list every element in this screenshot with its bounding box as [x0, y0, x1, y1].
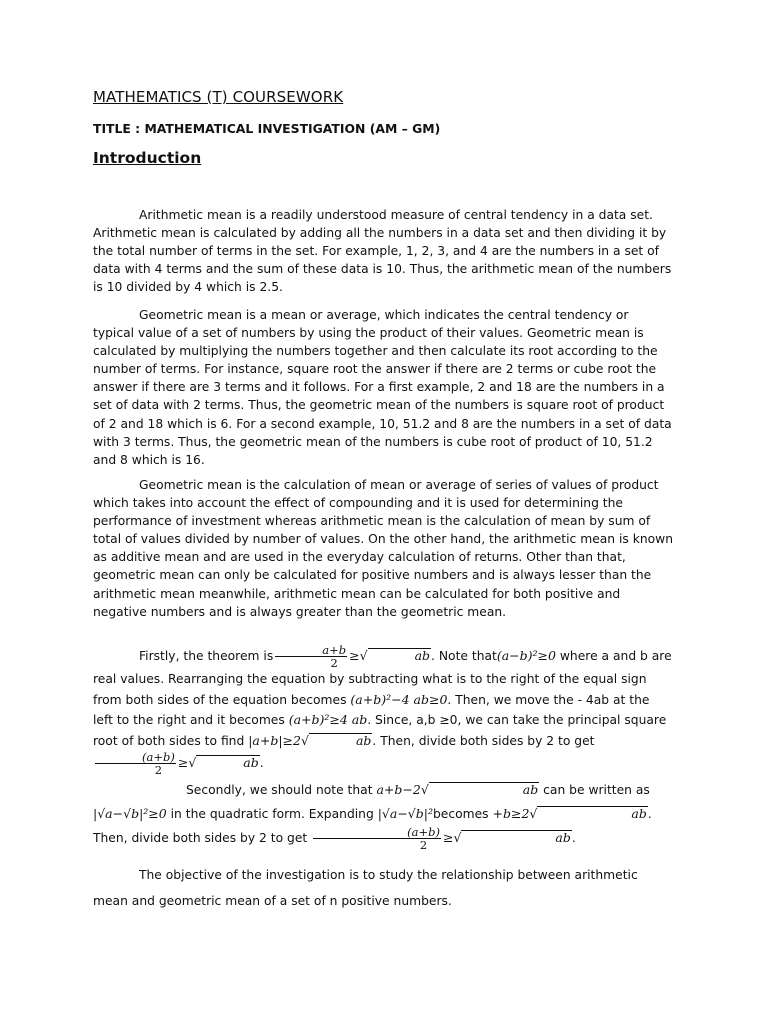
geq-symbol: ≥: [442, 830, 454, 845]
text: . Then, divide both sides by 2 to get: [372, 733, 595, 748]
sqrt-radicand: ab: [461, 830, 571, 844]
text: .: [259, 756, 264, 770]
document-title: TITLE : MATHEMATICAL INVESTIGATION (AM – GM): [93, 121, 441, 136]
math-expression: (a+b)²≥4 ab: [288, 712, 368, 727]
text: . Since, a,b ≥0, we can take the principal square root of both sides to find: [93, 713, 667, 748]
text: can be written as: [539, 783, 650, 797]
text: . Then, divide both sides by 2 to get: [93, 807, 652, 845]
geq-symbol: ≥: [349, 648, 360, 663]
text: Firstly, the theorem is: [139, 649, 274, 663]
math-expression: ≥√ ab: [349, 648, 431, 663]
text: in the quadratic form. Expanding: [166, 807, 378, 821]
math-fraction: [313, 826, 441, 851]
paragraph-objective: The objective of the investigation is to study the relationship between arithmetic mean and geometric mean of a set of n positive numbers.: [93, 868, 638, 908]
text: becomes: [432, 807, 493, 821]
expression-part: a+b−2: [376, 782, 421, 797]
geq-symbol: ≥: [177, 755, 189, 770]
text: . Then, we move the - 4ab at the left to the right and it becomes: [93, 692, 650, 727]
paragraph-geometric-mean: Geometric mean is a mean or average, which indicates the central tendency or typical value of a set of numbers by using the product of their values. Geometric mean is calculated by multiplying the numbers together and then calculate its root according to the number of terms. For instance, square root the answer if there are 2 terms or cube root the answer if there are 3 terms and it follows. For a first example, 2 and 18 are the numbers in a set of data with 2 terms. Thus, the geometric mean of the numbers is square root of product of 2 and 18 which is 6. For a second example, 10, 51.2 and 8 are the numbers in a set of data with 3 terms. Thus, the geometric mean of the numbers is cube root of product of 10, 51.2 and 8 which is 16.: [93, 308, 672, 467]
math-expression: a+b−2√ ab: [376, 782, 539, 797]
text: .: [571, 831, 576, 845]
math-fraction: [275, 644, 347, 669]
paragraph-proof-second: [93, 778, 673, 851]
text: where a and b are real values. Rearranging the equation by subtracting what is to the right of the equal sign from both sides of the equation becomes: [93, 649, 672, 707]
math-expression: ≥√ ab: [442, 830, 571, 845]
sqrt-radicand: ab: [537, 806, 647, 820]
math-expression: |a+b|≥2√ ab: [248, 732, 372, 748]
section-heading: Introduction: [93, 149, 202, 167]
math-expression: (a−b)²≥0: [496, 648, 556, 663]
sqrt-radicand: ab: [368, 648, 431, 662]
text: . Note that: [431, 649, 497, 663]
sqrt-radicand: ab: [309, 733, 372, 747]
fraction-denominator: 2: [154, 763, 163, 777]
math-fraction: [95, 751, 176, 776]
math-expression: |√a−√b|²: [377, 806, 433, 821]
fraction-denominator: 2: [419, 838, 428, 852]
sqrt-radicand: ab: [196, 755, 259, 769]
abs-expression: |a+b|≥2: [248, 732, 301, 748]
fraction-numerator: (a+b): [313, 826, 441, 839]
fraction-numerator: a+b: [275, 644, 347, 657]
math-expression: +b≥2√ ab: [492, 806, 647, 821]
expression-part: +b≥2: [492, 806, 530, 821]
paragraph-proof-first: [93, 644, 673, 776]
sqrt-radicand: ab: [429, 782, 539, 796]
fraction-denominator: 2: [330, 656, 338, 670]
paragraph-comparison: Geometric mean is the calculation of mean or average of series of values of product which takes into account the effect of compounding and it is used for determining the performance of investment whereas arithmetic mean is the calculation of mean by sum of total of values divided by number of values. On the other hand, the arithmetic mean is known as additive mean and are used in the everyday calculation of returns. Other than that, geometric mean can only be calculated for positive numbers and is always lesser than the arithmetic mean meanwhile, arithmetic mean can be calculated for both positive and negative numbers and is always greater than the geometric mean.: [93, 478, 674, 619]
fraction-numerator: (a+b): [95, 751, 176, 764]
text: Secondly, we should note that: [186, 783, 377, 797]
paragraph-arithmetic-mean: Arithmetic mean is a readily understood measure of central tendency in a data set. Arithmetic mean is calculated by adding all the numbers in a data set and then dividing it by the total number of terms in the set. For example, 1, 2, 3, and 4 are the numbers in a set of data with 4 terms and the sum of these data is 10. Thus, the arithmetic mean of the numbers is 10 divided by 4 which is 2.5.: [93, 208, 672, 295]
math-expression: (a+b)²−4 ab≥0: [350, 691, 448, 707]
course-heading: MATHEMATICS (T) COURSEWORK: [93, 88, 344, 106]
math-expression: ≥√ ab: [177, 755, 259, 770]
math-expression: |√a−√b|²≥0: [93, 806, 167, 821]
